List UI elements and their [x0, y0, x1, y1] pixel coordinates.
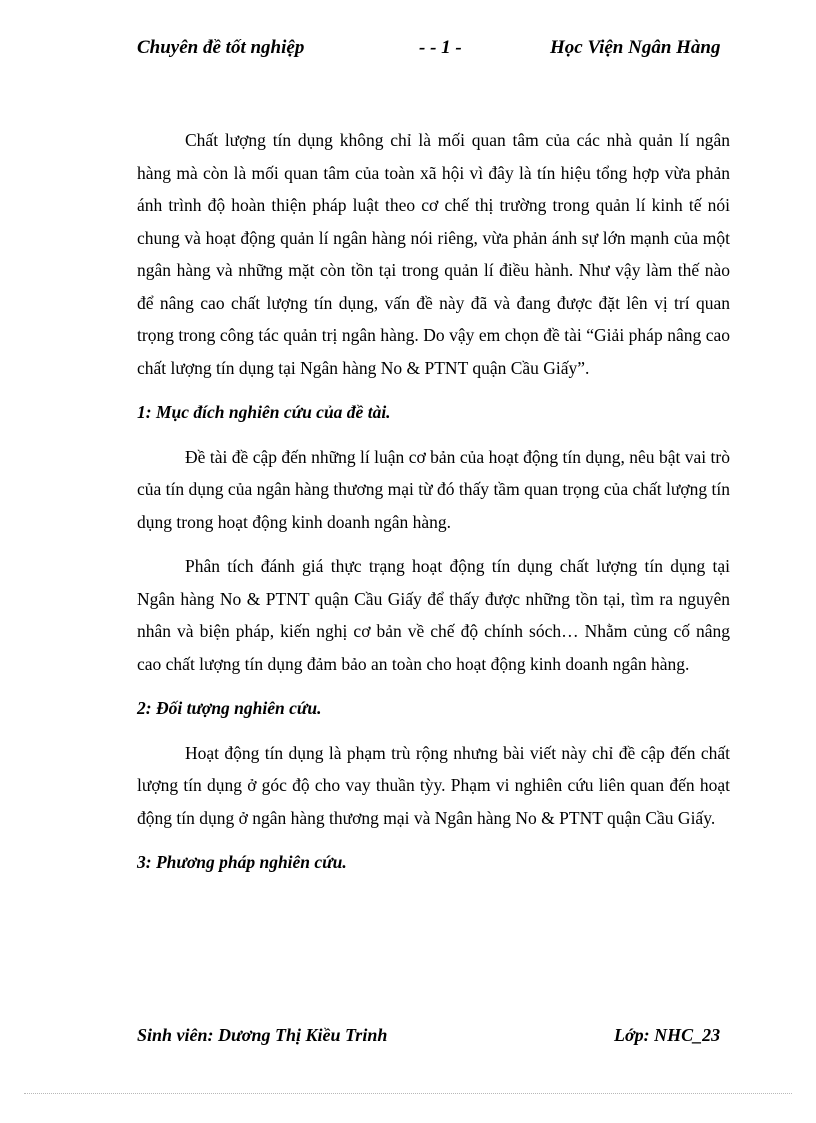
section-2-paragraph-1: Hoạt động tín dụng là phạm trù rộng nhưng bài viết này chỉ đề cập đến chất lượng tín dụng ở góc độ cho vay thuần tỳy. Phạm vi nghiên cứu liên quan đến hoạt động tín dụng ở ngân hàng thương mại và Ngân hàng No & PTNT quận Cầu Giấy.	[137, 742, 730, 828]
section-3-heading: 3: Phương pháp nghiên cứu.	[137, 852, 347, 872]
header-report-type: Chuyên đề tốt nghiệp	[137, 37, 305, 58]
intro-paragraph: Chất lượng tín dụng không chỉ là mối quan tâm của các nhà quản lí ngân hàng mà còn là mối quan tâm của toàn xã hội vì đây là tín hiệu tổng hợp vừa phản ánh trình độ hoàn thiện pháp luật theo cơ chế thị trường trong quản lí kinh tế nói chung và hoạt động quản lí ngân hàng nói riêng, vừa phản ánh sự lớn mạnh của một ngân hàng và những mặt còn tồn tại trong quản lí điều hành. Như vậy làm thế nào để nâng cao chất lượng tín dụng, vấn đề này đã và đang được đặt lên vị trí quan trọng trong công tác quản trị ngân hàng. Do vậy em chọn đề tài “Giải pháp nâng cao chất lượng tín dụng tại Ngân hàng No & PTNT quận Cầu Giấy”.	[137, 130, 730, 378]
section-2-heading: 2: Đối tượng nghiên cứu.	[137, 698, 322, 718]
header-institution: Học Viện Ngân Hàng	[550, 37, 721, 58]
page-footer	[0, 1025, 816, 1051]
document-body	[137, 124, 730, 891]
section-1-paragraph-1: Đề tài đề cập đến những lí luận cơ bản của hoạt động tín dụng, nêu bật vai trò của tín dụng của ngân hàng thương mại từ đó thấy tầm quan trọng của chất lượng tín dụng trong hoạt động kinh doanh ngân hàng.	[137, 446, 730, 532]
section-1-paragraph-2: Phân tích đánh giá thực trạng hoạt động tín dụng chất lượng tín dụng tại Ngân hàng No & PTNT quận Cầu Giấy để thấy được những tồn tại, tìm ra nguyên nhân và biện pháp, kiến nghị cơ bản về chế độ chính sóch… Nhằm củng cố nâng cao chất lượng tín dụng đảm bảo an toàn cho hoạt động kinh doanh ngân hàng.	[137, 556, 730, 674]
footer-class-code: Lớp: NHC_23	[614, 1025, 721, 1045]
page-header	[0, 37, 816, 63]
header-page-number: - - 1 -	[419, 37, 462, 58]
page-break-divider	[24, 1093, 792, 1094]
footer-student-name: Sinh viên: Dương Thị Kiều Trinh	[137, 1025, 388, 1045]
section-1-heading: 1: Mục đích nghiên cứu của đề tài.	[137, 402, 391, 422]
